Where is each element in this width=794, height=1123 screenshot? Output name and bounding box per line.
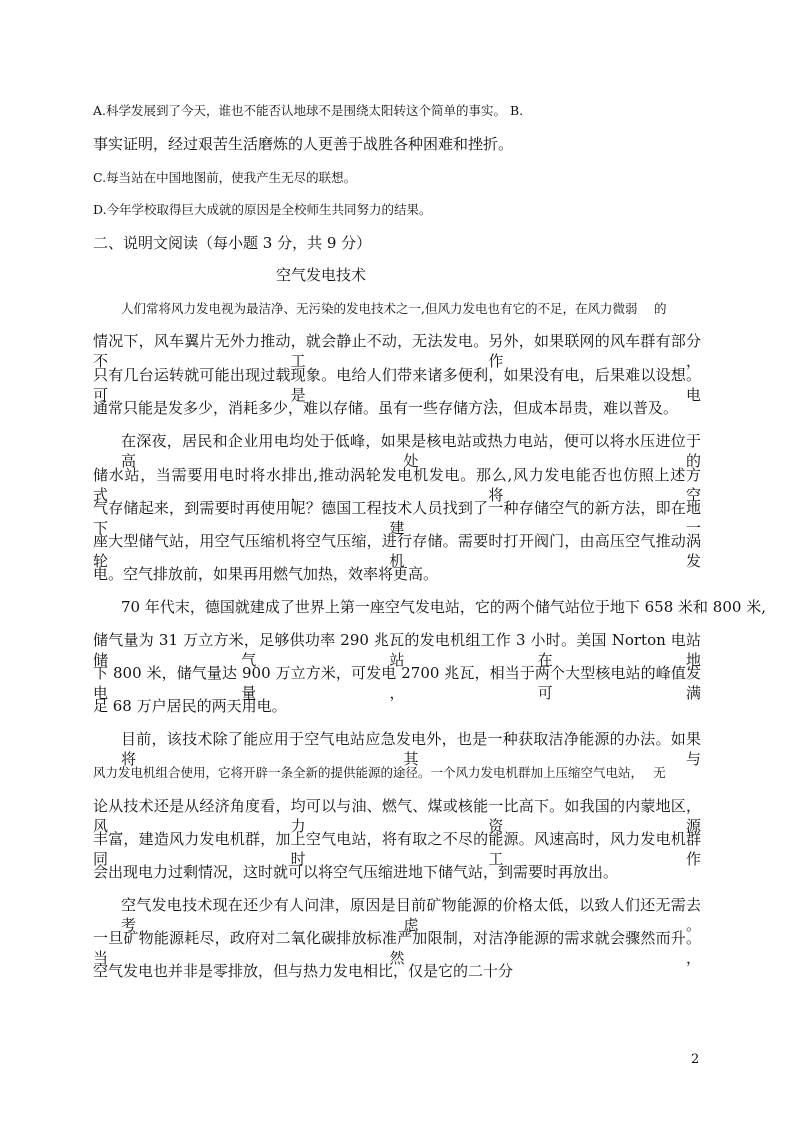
article-line: 一旦矿物能源耗尽，政府对二氧化碳排放标准严加限制，对洁净能源的需求就会骤然而升。当然， — [93, 929, 701, 967]
option-b: 事实证明，经过艰苦生活磨炼的人更善于战胜各种困难和挫折。 — [93, 135, 514, 153]
article-line: 情况下，风车翼片无外力推动，就会静止不动，无法发电。另外，如果联网的风车群有部分不工作， — [93, 332, 701, 370]
article-line: 丰富，建造风力发电机群，加上空气电站，将有取之不尽的能源。风速高时，风力发电机群同时工作 — [93, 830, 701, 868]
section-heading: 二、说明文阅读（每小题 3 分，共 9 分） — [93, 234, 372, 252]
article-line: 论从技术还是从经济角度看，均可以与油、燃气、煤或核能一比高下。如我国的内蒙地区，风力资源 — [93, 797, 701, 835]
article-line: 70 年代末，德国就建成了世界上第一座空气发电站，它的两个储气站位于地下 658 米和 800 米, — [121, 598, 766, 616]
article-line: 下 800 米，储气量达 900 万立方米，可发电 2700 兆瓦，相当于两个大型核电站的峰值发电量，可满 — [93, 664, 701, 702]
article-line: 在深夜，居民和企业用电均处于低峰，如果是核电站或热力电站，便可以将水压进位于高处的 — [121, 432, 701, 470]
article-line: 目前，该技术除了能应用于空气电站应急发电外，也是一种获取洁净能源的办法。如果将其与 — [121, 730, 701, 768]
article-line: 人们常将风力发电视为最洁净、无污染的发电技术之一,但风力发电也有它的不足，在风力微弱 的 — [121, 301, 667, 316]
article-line: 只有几台运转就可能出现过载现象。电给人们带来诸多便利，如果没有电，后果难以设想。可是，电 — [93, 366, 701, 404]
article-line: 储气量为 31 万立方米，足够供功率 290 兆瓦的发电机组工作 3 小时。美国 Norton 电站储气站在地 — [93, 631, 701, 669]
article-line: 通常只能是发多少，消耗多少，难以存储。虽有一些存储方法，但成本昂贵，难以普及。 — [93, 399, 679, 417]
option-d: D.今年学校取得巨大成就的原因是全校师生共同努力的结果。 — [93, 202, 432, 217]
page-number: 2 — [691, 1052, 700, 1067]
article-line: 座大型储气站，用空气压缩机将空气压缩，进行存储。需要时打开阀门，由高压空气推动涡轮机发 — [93, 532, 701, 570]
article-title: 空气发电技术 — [276, 266, 367, 284]
option-c: C.每当站在中国地图前，使我产生无尽的联想。 — [93, 170, 357, 185]
article-line: 气存储起来，到需要时再使用呢？德国工程技术人员找到了一种存储空气的新方法，即在地下建一 — [93, 499, 701, 537]
article-line: 足 68 万户居民的两天用电。 — [93, 697, 287, 715]
option-a: A.科学发展到了今天，谁也不能否认地球不是围绕太阳转这个简单的事实。 B. — [93, 103, 524, 118]
article-line: 会出现电力过剩情况，这时就可以将空气压缩进地下储气站，到需要时再放出。 — [93, 863, 619, 881]
article-line: 空气发电也并非是零排放，但与热力发电相比，仅是它的二十分 — [93, 962, 514, 980]
article-line: 电。空气排放前，如果再用燃气加热，效率将更高。 — [93, 565, 439, 583]
article-line: 风力发电机组合使用，它将开辟一条全新的提供能源的途径。一个风力发电机群加上压缩空气电站， 无 — [93, 765, 666, 780]
article-line: 储水站，当需要用电时将水排出,推动涡轮发电机发电。那么,风力发电能否也仿照上述方式，将空 — [93, 466, 701, 504]
article-line: 空气发电技术现在还少有人问津，原因是目前矿物能源的价格太低，以致人们还无需去考虑。 — [121, 896, 701, 934]
